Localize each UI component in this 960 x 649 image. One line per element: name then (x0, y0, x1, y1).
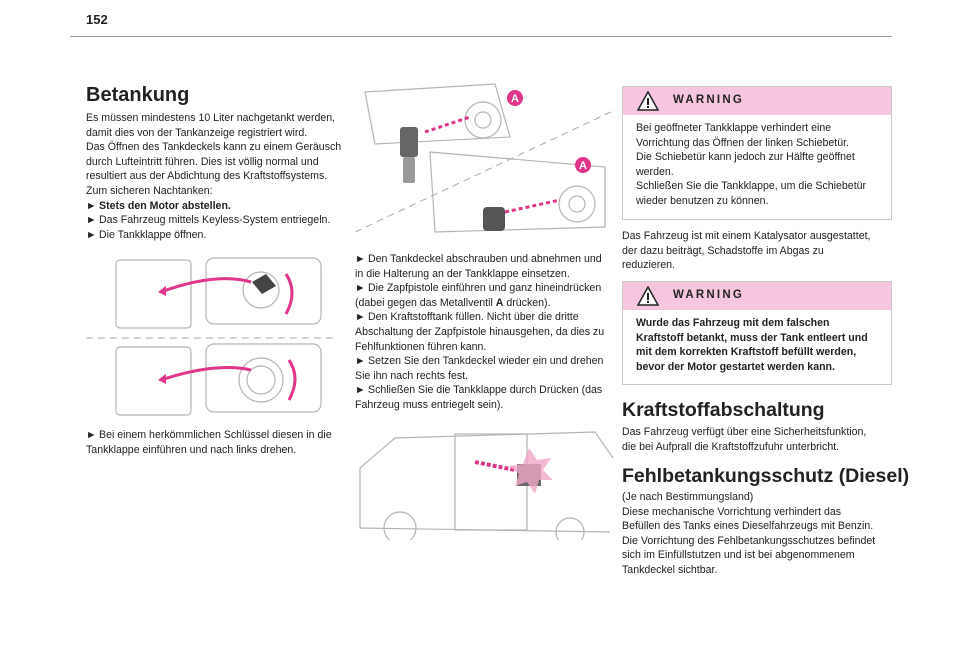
step-item: ► Die Tankklappe öffnen. (86, 228, 207, 241)
intro-line: Zum sicheren Nachtanken: (86, 184, 213, 197)
step-item: ► Stets den Motor abstellen. (86, 199, 231, 212)
valve-label-a: A (511, 93, 519, 105)
warning-box-sliding-door (622, 86, 892, 220)
warning-header (623, 87, 891, 115)
refuel-steps: ► Den Tankdeckel abschrauben und abnehmen und in die Halterung an der Tankklappe einsetzen. ► Die Zapfpistole einführen und ganz hineindrücken (dabei gegen das Metallventil A drücken). ► Den Kraftstofftank füllen. Nicht über die dritte Abschaltung der Zapfpistole hinausgehen, da dies zu Fehlfunktionen führen kann. ► Setzen Sie den Tankdeckel wieder ein und drehen Sie ihn nach rechts fest. ► Schließen Sie die Tankklappe durch Drücken (das Fahrzeug muss entriegelt sein). (355, 253, 605, 411)
valve-label-a: A (579, 160, 587, 172)
header-divider (70, 36, 892, 37)
warning-title: WARNING (673, 94, 744, 106)
warning-triangle-icon (637, 286, 659, 306)
warning-title: WARNING (673, 289, 744, 301)
fuel-cap-removal-illustration (355, 82, 615, 242)
section-title-fehlbetankungsschutz: Fehlbetankungsschutz (Diesel) (622, 465, 910, 487)
misfuel-paragraph: (Je nach Bestimmungsland) Diese mechanische Vorrichtung verhindert das Befüllen des Tanks eines Dieselfahrzeugs mit Benzin. Die Vorrichtung des Fehlbetankungsschutzes befindet sich im Einfüllstutzen und ist bei abgenommenem Tankdeckel sichtbar. (622, 491, 876, 576)
warning-body: Bei geöffneter Tankklappe verhindert eine Vorrichtung das Öffnen der linken Schiebetür. Die Schiebetür kann jedoch zur Hälfte geöffnet werden. Schließen Sie die Tankklappe, um die Schiebetür wieder benutzen zu können. (636, 122, 867, 207)
cutoff-paragraph: Das Fahrzeug verfügt über eine Sicherheitsfunktion, die bei Aufprall die Kraftstoffzufuhr unterbricht. (622, 426, 867, 453)
fuel-flap-key-illustration (86, 252, 338, 417)
intro-line: Das Öffnen des Tankdeckels kann zu einem Geräusch (86, 141, 342, 154)
warning-header (623, 282, 891, 310)
intro-line: damit dies von der Tankanzeige registriert wird. (86, 126, 308, 139)
section-title-kraftstoffabschaltung: Kraftstoffabschaltung (622, 399, 825, 421)
page-number: 152 (86, 12, 108, 27)
key-step: ► Bei einem herkömmlichen Schlüssel diesen in die Tankklappe einführen und nach links drehen. (86, 429, 332, 456)
intro-line: resultiert aus der Abdichtung des Kraftstoffsystems. (86, 170, 328, 183)
van-fuel-flap-illustration (355, 428, 615, 540)
warning-box-wrong-fuel (622, 281, 892, 385)
catalyst-paragraph: Das Fahrzeug ist mit einem Katalysator ausgestattet, der dazu beiträgt, Schadstoffe im Abgas zu reduzieren. (622, 230, 871, 272)
warning-triangle-icon (637, 91, 659, 111)
intro-paragraph (86, 111, 341, 242)
step-item: ► Das Fahrzeug mittels Keyless-System entriegeln. (86, 214, 331, 227)
section-title-betankung: Betankung (86, 84, 190, 106)
warning-body: Wurde das Fahrzeug mit dem falschen Kraftstoff betankt, muss der Tank entleert und mit dem korrekten Kraftstoff befüllt werden, bevor der Motor gestartet werden kann. (636, 317, 868, 373)
intro-line: Es müssen mindestens 10 Liter nachgetankt werden, (86, 112, 336, 124)
intro-line: durch Lufteintritt führen. Dies ist völlig normal und (86, 155, 319, 168)
